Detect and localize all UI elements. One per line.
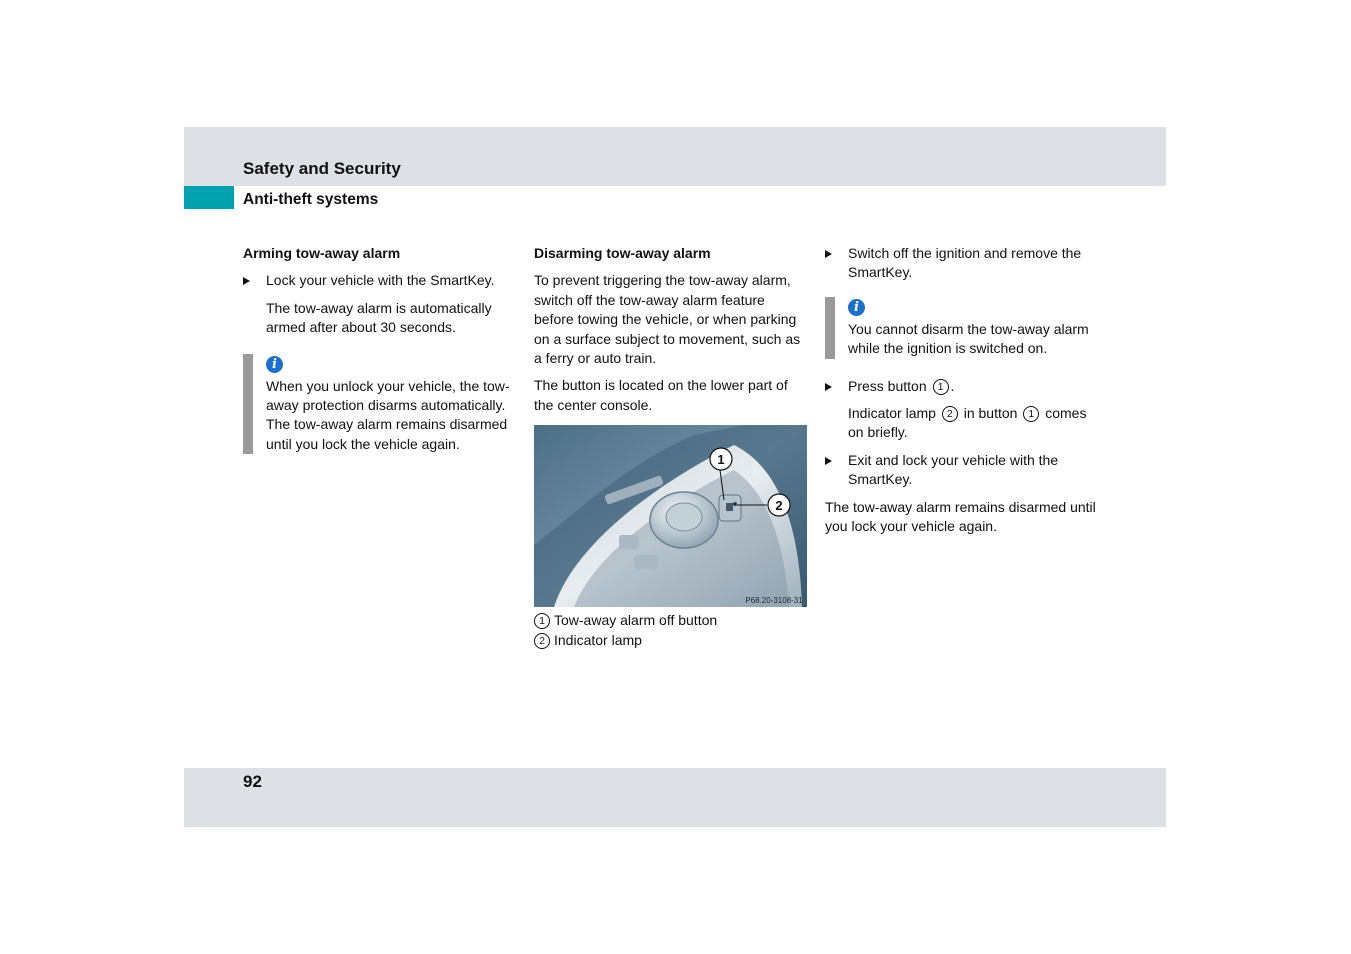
ref-number: 2 [942, 406, 958, 422]
column-disarming-steps [825, 244, 1100, 544]
subsection-title: Anti-theft systems [243, 191, 379, 208]
arming-heading: Arming tow-away alarm [243, 245, 401, 261]
figure-code: P68.20-3108-31 [745, 596, 803, 606]
disarming-heading: Disarming tow-away alarm [534, 245, 711, 261]
legend-text: Tow-away alarm off button [554, 612, 718, 629]
step-arrow-icon [825, 383, 832, 391]
footer-band [184, 768, 1166, 827]
section-title: Safety and Security [243, 159, 401, 178]
disarm-step-2 [825, 377, 1100, 396]
section-tab-marker [184, 186, 234, 209]
step-arrow-icon [243, 277, 250, 285]
info-icon: i [266, 356, 283, 373]
disarm-step-1 [825, 244, 1100, 283]
step-text: Switch off the ignition and remove the SmartKey. [848, 245, 1082, 281]
legend-number: 1 [534, 613, 550, 629]
disarm-step-2-result [825, 404, 1100, 443]
page-number: 92 [243, 772, 262, 791]
result-text-b: in button [963, 405, 1018, 422]
step-arrow-icon [825, 250, 832, 258]
legend-item-2 [534, 631, 807, 650]
legend-item-1 [534, 611, 807, 630]
note-text: You cannot disarm the tow-away alarm while the ignition is switched on. [848, 320, 1089, 357]
arming-step-1 [243, 271, 513, 290]
legend-text: Indicator lamp [554, 631, 642, 648]
result-text-c: comes on briefly. [848, 405, 1087, 441]
step-text: Press button [848, 377, 927, 394]
ref-number: 1 [933, 379, 949, 395]
disarming-intro: To prevent triggering the tow-away alarm, switch off the tow-away alarm feature before towing the vehicle, or when parking on a surface subject to movement, such as a ferry or auto train. [534, 272, 801, 367]
disarm-step-3 [825, 451, 1100, 490]
step-arrow-icon [825, 457, 832, 465]
note-text: When you unlock your vehicle, the tow-away protection disarms automatically. The tow-away alarm remains disarmed until you lock the vehicle again. [266, 377, 510, 452]
ref-number: 1 [1023, 406, 1039, 422]
closing-note: The tow-away alarm remains disarmed until you lock your vehicle again. [825, 498, 1096, 535]
center-console-photo [534, 425, 807, 607]
info-note-ignition [825, 297, 1100, 359]
button-location: The button is located on the lower part of the center console. [534, 377, 788, 413]
result-text-a: Indicator lamp [848, 405, 936, 422]
step-end: . [950, 377, 955, 394]
callout-1-label: 1 [717, 452, 725, 468]
callout-2-label: 2 [775, 498, 783, 514]
column-disarming [534, 244, 807, 650]
info-icon: i [848, 299, 865, 316]
column-arming [243, 244, 513, 468]
step-text: Lock your vehicle with the SmartKey. [266, 272, 495, 289]
step-text: Exit and lock your vehicle with the SmartKey. [848, 451, 1059, 488]
info-note-unlock [243, 354, 513, 455]
note-bar [243, 354, 253, 455]
arming-step-1-result: The tow-away alarm is automatically armed after about 30 seconds. [266, 299, 492, 336]
legend-number: 2 [534, 633, 550, 649]
note-bar [825, 297, 835, 359]
